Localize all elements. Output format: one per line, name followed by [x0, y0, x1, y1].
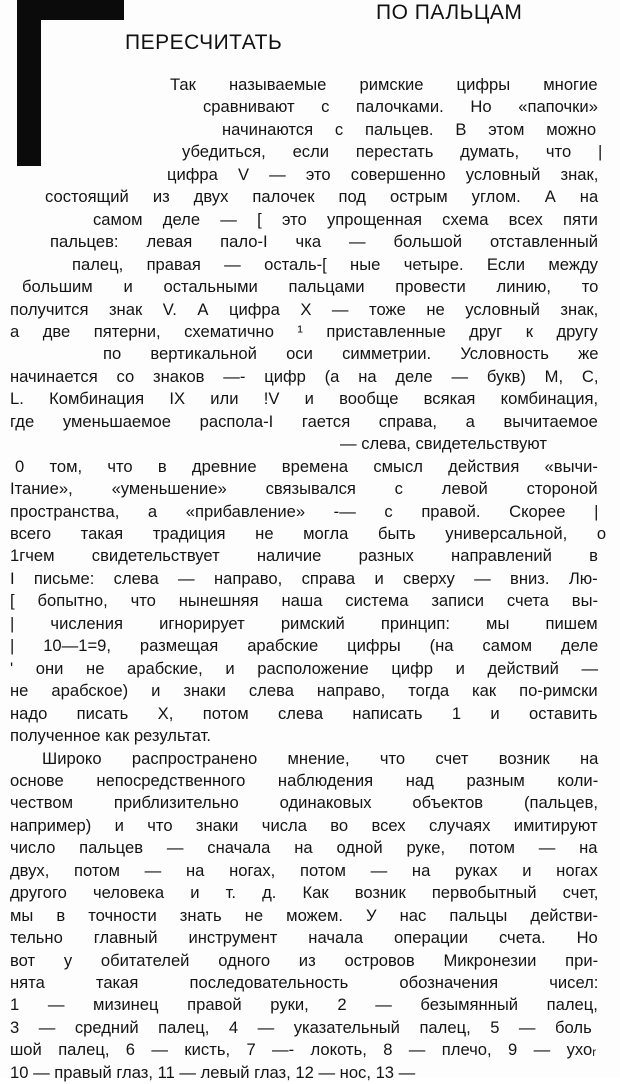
- decorative-corner-bar-horizontal: [17, 0, 124, 20]
- text-line: | 10—1=9, размещая арабские цифры (на самом деле: [10, 636, 599, 655]
- text-line: самом деле — [ это упрощенная схема всех пяти: [93, 210, 598, 229]
- decorative-corner-bar-vertical: [17, 0, 41, 166]
- text-line: надо писать X, потом слева написать 1 и оставить: [10, 704, 598, 723]
- text-line: 10 — правый глаз, 11 — левый глаз, 12 — нос, 13 —: [10, 1063, 416, 1082]
- text-line: | числения игнорирует римский принцип: мы пишем: [10, 614, 598, 633]
- text-line: пространства, а «прибавление» -— с правой. Скорее |: [10, 502, 599, 521]
- text-line: полученное как результат.: [10, 726, 211, 745]
- text-line: тельно главный инструмент начала операции счета. Но: [10, 928, 598, 947]
- text-line: шой палец, 6 — кисть, 7 —- локоть, 8 — плечо, 9 — ухоᵣ: [10, 1040, 597, 1059]
- text-line: цифра V — это совершенно условный знак,: [167, 165, 599, 184]
- text-line: другого человека и т. д. Как возник первобытный счет,: [10, 883, 599, 902]
- text-line: ' они не арабские, и расположение цифр и действий —: [10, 659, 599, 678]
- text-line: Iтание», «уменьшение» связывался с левой стороной: [10, 479, 598, 498]
- text-line: а две пятерни, схематично ¹ приставленные друг к другу: [10, 322, 598, 341]
- text-line: нята такая последовательность обозначения чисел:: [10, 973, 599, 992]
- text-line: двух, потом — на ногах, потом — на руках и ногах: [10, 861, 598, 880]
- text-line: где уменьшаемое распола-I гается справа, а вычитаемое: [10, 412, 598, 431]
- text-line: начинается со знаков —- цифр (а на деле — букв) М, С,: [10, 367, 599, 386]
- text-line: Так называемые римские цифры многие: [170, 75, 598, 94]
- text-line: всего такая традиция не могла быть универсальной, о: [10, 524, 607, 543]
- text-line: вот у обитателей одного из островов Микронезии при-: [10, 951, 599, 970]
- text-line: L. Комбинация IX или !V и вообще всякая комбинация,: [10, 389, 599, 408]
- text-line: например) и что знаки числа во всех случаях имитируют: [10, 816, 598, 835]
- text-line: пальцев: левая пало-I чка — большой отставленный: [50, 232, 599, 251]
- text-line: Широко распространено мнение, что счет возник на: [42, 749, 599, 768]
- text-line: 3 — средний палец, 4 — указательный палец, 5 — боль: [10, 1018, 592, 1037]
- text-line: мы в точности знать не можем. У нас пальцы действи-: [10, 906, 599, 925]
- text-line: состоящий из двух палочек под острым углом. А на: [45, 187, 599, 206]
- heading-line-1: ПО ПАЛЬЦАМ: [376, 1, 523, 24]
- text-line: большим и остальными пальцами провести линию, то: [22, 277, 599, 296]
- text-line: не арабское) и знаки слева направо, тогда как по-римски: [10, 681, 598, 700]
- text-line: I письме: слева — направо, справа и сверху — вниз. Лю-: [10, 569, 598, 588]
- text-line: 1гчем свидетельствует наличие разных направлений в: [10, 546, 598, 565]
- text-line: основе непосредственного наблюдения над разным коли-: [10, 771, 599, 790]
- heading-line-2: ПЕРЕСЧИТАТЬ: [125, 31, 283, 54]
- text-line: получится знак V. А цифра X — тоже не условный знак,: [10, 300, 599, 319]
- text-line: чеством приблизительно одинаковых объектов (пальцев,: [10, 793, 599, 812]
- text-line: — слева, свидетельствуют: [340, 434, 547, 453]
- text-line: [ бопытно, что нынешняя наша система записи счета вы-: [10, 591, 599, 610]
- text-line: число пальцев — сначала на одной руке, потом — на: [10, 838, 598, 857]
- text-line: начинаются с пальцев. В этом можно: [222, 120, 597, 139]
- text-line: палец, правая — осталь-[ ные четыре. Если между: [72, 255, 598, 274]
- text-line: сравнивают с палочками. Но «папочки»: [203, 97, 598, 116]
- text-line: 0 том, что в древние времена смысл действия «вычи-: [15, 457, 598, 476]
- text-line: убедиться, если перестать думать, что |: [182, 142, 603, 161]
- text-line: 1 — мизинец правой руки, 2 — безымянный палец,: [10, 995, 598, 1014]
- text-line: по вертикальной оси симметрии. Условность же: [103, 344, 599, 363]
